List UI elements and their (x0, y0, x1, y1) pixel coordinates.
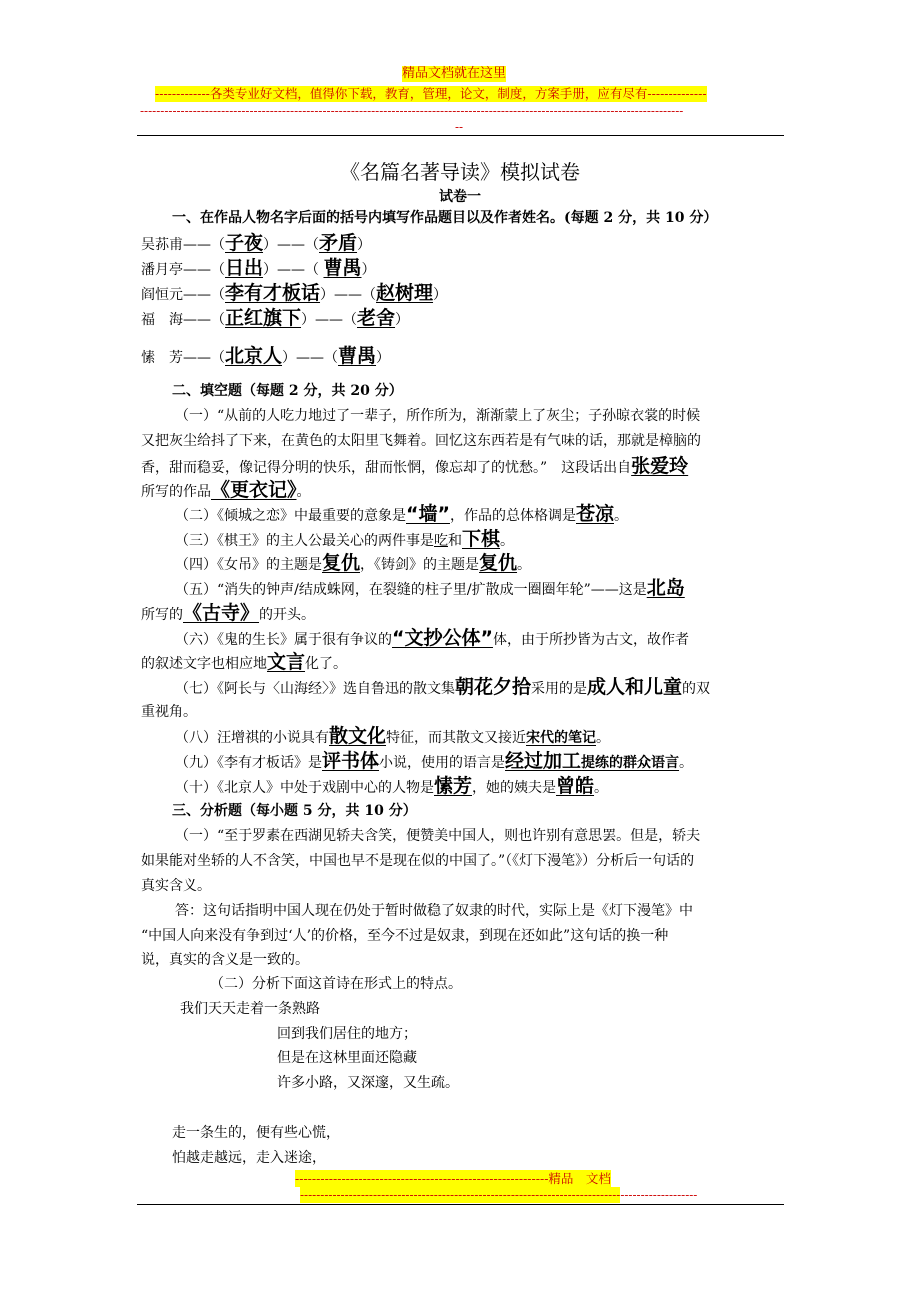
question-text (175, 628, 821, 650)
answer: 文言 (267, 651, 306, 673)
character-name: 福 海——（ (141, 312, 225, 328)
question-fragment: 的叙述文字也相应地 (141, 656, 267, 672)
section2-heading: 二、填空题（每题 2 分，共 20 分） (172, 383, 403, 399)
answer: 评书体 (322, 750, 380, 772)
answer-text: 说，真实的含义是一致的。 (141, 952, 309, 968)
question-text (175, 529, 821, 551)
question-text (175, 578, 821, 600)
question-fragment: ，作品的总体格调是 (449, 508, 576, 524)
question-text: 如果能对坐轿的人不含笑，中国也早不是现在似的中国了。”（《灯下漫笔》）分析后一句话的 (141, 853, 695, 869)
answer-work: 日出 (225, 257, 264, 279)
question-fragment: 小说，使用的语言是 (379, 755, 506, 771)
question-fragment: （八）汪增祺的小说具有 (175, 730, 329, 746)
question-fragment: 。 (679, 755, 694, 771)
question-text (175, 726, 821, 748)
bracket: ） (376, 350, 391, 366)
answer-text: 答：这句话指明中国人现在仍处于暂时做稳了奴隶的时代，实际上是《灯下漫笔》中 (175, 903, 693, 919)
question-fragment: （五）“消失的钟声/结成蛛网，在裂缝的柱子里/扩散成一圈圈年轮”——这是 (175, 582, 647, 598)
question-fragment: （三）《棋王》的主人公最关心的两件事是 (175, 533, 434, 549)
answer-author: 老舍 (357, 307, 396, 329)
footer-text: ------------------------------------------------------------精品 文档 (295, 1171, 611, 1186)
separator: ）——（ (320, 287, 377, 303)
poem-line: 许多小路，又深邃，又生疏。 (277, 1075, 459, 1091)
question-text: （二）分析下面这首诗在形式上的特点。 (210, 976, 462, 992)
header-dashes: -------------------------------------------------------------------------------------------------------------------------------------- (140, 104, 684, 118)
question-text (175, 504, 821, 526)
question-fragment: 化了。 (305, 656, 348, 672)
document-subtitle: 试卷一 (439, 189, 481, 205)
answer: 宋代的笔记 (526, 730, 597, 746)
header-rule (137, 135, 784, 136)
header-dashes-tail: -- (455, 120, 464, 134)
question-text (175, 776, 821, 798)
answer-work: 北京人 (225, 345, 283, 367)
poem-line: 怕越走越远，走入迷途， (172, 1150, 326, 1166)
separator: ）——（ (282, 350, 339, 366)
question-text (175, 677, 821, 699)
bracket: ） (395, 312, 410, 328)
question-fragment: （二）《倾城之恋》中最重要的意象是 (175, 508, 406, 524)
question-text: 又把灰尘给抖了下来，在黄色的太阳里飞舞着。回忆这东西若是有气味的话，那就是樟脑的 (141, 433, 701, 449)
question-text: 真实含义。 (141, 878, 211, 894)
separator: ）——（ (263, 262, 324, 278)
section1-row (141, 346, 787, 368)
section1-row (141, 283, 787, 305)
answer: 愫芳 (434, 775, 473, 797)
question-text (141, 603, 787, 625)
header-subtitle: -------------各类专业好文档，值得你下载，教育，管理，论文，制度，方案手册，应有尽有-------------- (155, 86, 707, 101)
question-fragment: 的双 (682, 681, 711, 697)
separator: ）——（ (301, 312, 358, 328)
question-fragment: 体，由于所抄皆为古文，故作者 (492, 632, 689, 648)
poem-line: 走一条生的，便有些心慌， (172, 1125, 340, 1141)
section1-heading: 一、在作品人物名字后面的括号内填写作品题目以及作者姓名。(每题 2 分，共 10 分） (172, 210, 718, 226)
answer-work: 李有才板话 (225, 282, 321, 304)
footer-rule (137, 1204, 784, 1205)
answer: 朝花夕拾 (455, 676, 532, 698)
poem-line: 回到我们居住的地方； (277, 1026, 417, 1042)
answer: “文抄公体” (392, 627, 493, 649)
question-fragment: 所写的作品 (141, 484, 211, 500)
answer: 《古寺》 (183, 602, 260, 624)
answer: 曾皓 (556, 775, 595, 797)
question-text: （一）“从前的人吃力地过了一辈子，所作所为，渐渐蒙上了灰尘；子孙晾衣裳的时候 (175, 408, 701, 424)
answer-text: “中国人向来没有争到过‘人’的价格，至今不过是奴隶，到现在还如此”这句话的换一种 (141, 928, 669, 944)
question-text (141, 480, 787, 502)
document-title: 《名篇名著导读》模拟试卷 (340, 160, 580, 184)
character-name: 吴荪甫——（ (141, 237, 225, 253)
section3-heading: 三、分析题（每小题 5 分，共 10 分） (172, 803, 417, 819)
answer: 散文化 (329, 725, 387, 747)
question-text (175, 751, 821, 773)
answer-author: 矛盾 (319, 232, 358, 254)
question-fragment: 采用的是 (531, 681, 588, 697)
question-fragment: （四）《女吊》的主题是 (175, 557, 322, 573)
bracket: ） (433, 287, 448, 303)
answer-work: 正红旗下 (225, 307, 302, 329)
question-fragment: ，《铸剑》的主题是 (360, 557, 480, 573)
answer-author: 赵树理 (376, 282, 434, 304)
character-name: 阎恒元——（ (141, 287, 225, 303)
question-fragment: 香，甜而稳妥，像记得分明的快乐，甜而怅惘，像忘却了的忧愁。” 这段话出自 (141, 460, 632, 476)
separator: ）——（ (263, 237, 320, 253)
answer: 复仇 (479, 552, 518, 574)
answer: 经过加工 (505, 750, 582, 772)
answer: 《更衣记》 (211, 479, 297, 501)
bracket: ） (357, 237, 372, 253)
section1-row (141, 233, 787, 255)
question-fragment: 所写的 (141, 607, 183, 623)
question-fragment: 的开头。 (259, 607, 316, 623)
question-fragment: 。 (500, 533, 515, 549)
answer: 吃 (434, 533, 448, 549)
question-text (141, 652, 787, 674)
answer: 提练的群众语言 (581, 755, 680, 771)
bracket: ） (361, 262, 376, 278)
header-title: 精品文档就在这里 (402, 66, 507, 81)
question-fragment: 和 (448, 533, 462, 549)
question-fragment: 。 (596, 730, 611, 746)
question-fragment: 。 (594, 780, 609, 796)
poem-line: 我们天天走着一条熟路 (180, 1001, 320, 1017)
question-fragment: 特征，而其散文又接近 (386, 730, 527, 746)
question-fragment: ，她的姨夫是 (472, 780, 557, 796)
answer-author: 曹禺 (338, 345, 377, 367)
answer-work: 子夜 (225, 232, 264, 254)
character-name: 潘月亭——（ (141, 262, 225, 278)
answer: 张爱玲 (631, 455, 689, 477)
footer-dashes: -------------------------------------------------------------------------------------------------- (300, 1188, 698, 1202)
character-name: 愫 芳——（ (141, 350, 225, 366)
answer: 复仇 (322, 552, 361, 574)
question-text: （一）“至于罗素在西湖见轿夫含笑，便赞美中国人，则也许别有意思罢。但是，轿夫 (175, 828, 701, 844)
question-fragment: （九）《李有才板话》是 (175, 755, 322, 771)
answer: 成人和儿童 (587, 676, 683, 698)
answer: 北岛 (646, 577, 685, 599)
section1-row (141, 258, 787, 280)
answer-author: 曹禺 (323, 257, 362, 279)
answer: 苍凉 (575, 503, 614, 525)
question-fragment: （六）《鬼的生长》属于很有争议的 (175, 632, 392, 648)
poem-line: 但是在这林里面还隐藏 (277, 1050, 417, 1066)
question-fragment: （七）《阿长与〈山海经〉》选自鲁迅的散文集 (175, 681, 455, 697)
question-fragment: 。 (614, 508, 628, 524)
answer: “墙” (406, 503, 450, 525)
question-fragment: 。 (517, 557, 532, 573)
question-fragment: 。 (296, 484, 311, 500)
question-fragment: （十）《北京人》中处于戏剧中心的人物是 (175, 780, 434, 796)
question-text (141, 456, 787, 478)
answer: 下棋 (462, 528, 501, 550)
section1-row (141, 308, 787, 330)
question-text (175, 553, 821, 575)
question-text: 重视角。 (141, 704, 197, 720)
